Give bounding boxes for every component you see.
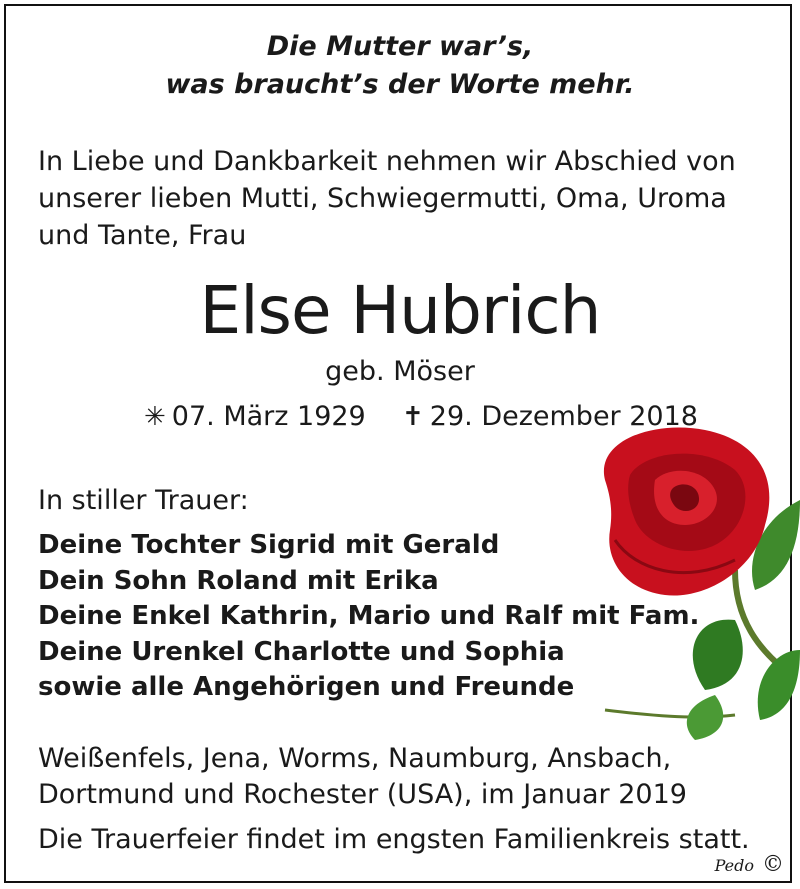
funeral-note: Die Trauerfeier findet im engsten Familienkreis statt.	[38, 824, 750, 855]
deceased-name: Else Hubrich	[199, 272, 601, 349]
mourners-list	[38, 528, 699, 706]
death-date-text: 29. Dezember 2018	[429, 401, 698, 432]
mourner-line: Deine Tochter Sigrid mit Gerald	[38, 530, 500, 560]
birth-name: geb. Möser	[325, 356, 475, 387]
places-date: Weißenfels, Jena, Worms, Naumburg, Ansbach, Dortmund und Rochester (USA), im Januar 2019	[38, 743, 687, 810]
mourning-label: In stiller Trauer:	[38, 485, 249, 516]
mourner-line: sowie alle Angehörigen und Freunde	[38, 672, 575, 702]
motto-line-1: Die Mutter war’s,	[266, 31, 534, 62]
mourner-line: Deine Enkel Kathrin, Mario und Ralf mit Fam.	[38, 601, 700, 631]
birth-date	[144, 398, 366, 436]
designer-signature: Pedo	[714, 856, 754, 875]
birth-star-icon: ✳	[144, 402, 166, 432]
footer	[715, 852, 784, 877]
motto-line-2: was braucht’s der Worte mehr.	[165, 69, 635, 100]
mourner-line: Deine Urenkel Charlotte und Sophia	[38, 636, 565, 667]
birth-date-text: 07. März 1929	[171, 401, 366, 432]
copyright-icon: ©	[762, 852, 784, 877]
death-cross-icon: ✝	[402, 402, 424, 432]
intro-text: In Liebe und Dankbarkeit nehmen wir Abschied von unserer lieben Mutti, Schwiegermutti, Oma, Uroma und Tante, Frau	[38, 146, 736, 251]
mourner-line: Dein Sohn Roland mit Erika	[38, 565, 439, 596]
